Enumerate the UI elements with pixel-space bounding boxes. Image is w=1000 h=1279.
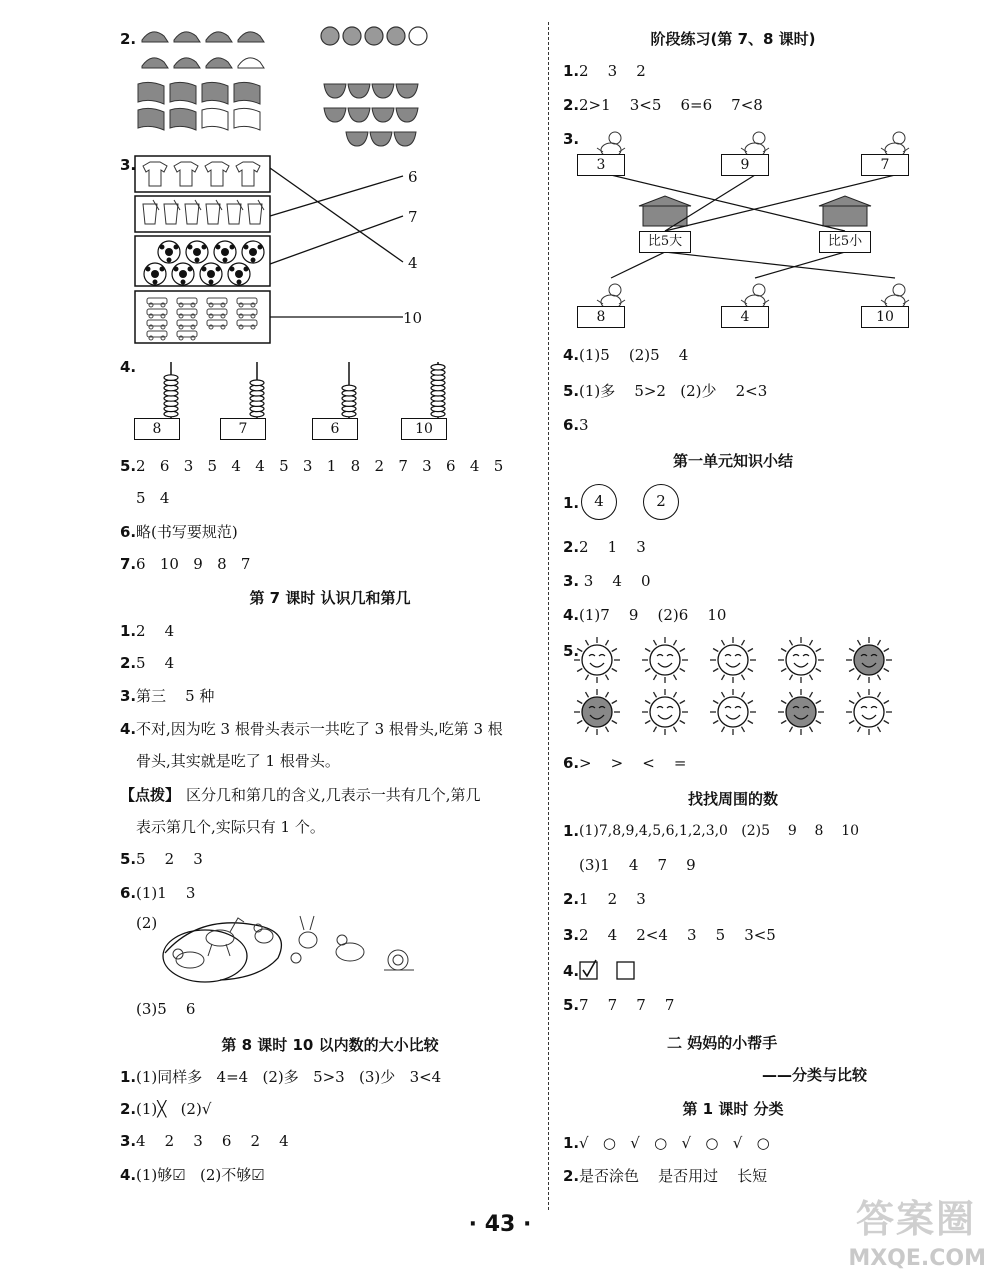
find-q1-line-1: (1)7,8,9,4,5,6,1,2,3,0 (2)5 9 8 10 — [579, 823, 860, 839]
q2-pictures — [138, 26, 438, 141]
abacus-value-4: 10 — [401, 418, 447, 440]
chick-bottom-value-2: 4 — [721, 306, 769, 328]
s-q2-text: 2>1 3<5 6=6 7<8 — [579, 96, 763, 114]
sum-q5-number: 5. — [563, 642, 580, 660]
q6-text: 略(书写要规范) — [136, 523, 238, 541]
find-q5-text: 7 7 7 7 — [579, 996, 675, 1014]
l7-q6-part3: (3)5 6 — [136, 1000, 196, 1018]
q7-text: 6 10 9 8 7 — [136, 555, 251, 573]
l7-q2-number: 2. — [120, 654, 137, 672]
q4-number: 4. — [120, 358, 137, 376]
tiger-icon — [173, 949, 204, 968]
l7-q6-number: 6. — [120, 884, 137, 902]
find-q2-number: 2. — [563, 890, 580, 908]
l8-q3-text: 4 2 3 6 2 4 — [136, 1132, 289, 1150]
find-q3-text: 2 4 2<4 3 5 3<5 — [579, 926, 776, 944]
soccer-ball-icon — [144, 241, 264, 285]
chick-bottom-value-3: 10 — [861, 306, 909, 328]
abacus-value-2: 7 — [220, 418, 266, 440]
lesson7-title: 第 7 课时 认识几和第几 — [249, 589, 411, 607]
sum-q6-text: > > < = — [579, 754, 687, 772]
sun-faces — [575, 638, 905, 738]
find-title: 找找周围的数 — [687, 790, 778, 808]
q5-number: 5. — [120, 457, 137, 475]
house-icon — [639, 196, 871, 226]
l7-q3-number: 3. — [120, 687, 137, 705]
l7-q6-part2: (2) — [136, 914, 158, 932]
l7-q5-text: 5 2 3 — [136, 850, 203, 868]
watermark-logo: 答案圈 — [855, 1197, 976, 1241]
watermark-url: MXQE.COM — [848, 1246, 986, 1271]
sum-q1-number: 1. — [563, 494, 580, 512]
chick-bottom-value-1: 8 — [577, 306, 625, 328]
q3-target-7: 7 — [408, 208, 418, 226]
bowls-icon — [324, 84, 418, 146]
find-q5-number: 5. — [563, 996, 580, 1014]
l8-q4-text: (1)够☑ (2)不够☑ — [136, 1166, 265, 1184]
rabbit-icon — [291, 916, 317, 963]
sum-q2-text: 2 1 3 — [579, 538, 646, 556]
column-divider — [548, 22, 549, 1210]
lesson8-title: 第 8 课时 10 以内数的大小比较 — [221, 1036, 439, 1054]
find-q1-number: 1. — [563, 822, 580, 840]
circles-icon — [321, 27, 427, 45]
s-q5-number: 5. — [563, 382, 580, 400]
house-label-less: 比5小 — [819, 231, 871, 253]
sum-q3-text: 3 4 0 — [579, 572, 651, 590]
chick-top-value-2: 9 — [721, 154, 769, 176]
l8-q4-number: 4. — [120, 1166, 137, 1184]
sum-q3-number: 3. — [563, 572, 580, 590]
chick-top-value-3: 7 — [861, 154, 909, 176]
checked-box-icon — [580, 960, 597, 979]
q3-number: 3. — [120, 156, 137, 174]
house-label-greater: 比5大 — [639, 231, 691, 253]
l7-q1-number: 1. — [120, 622, 137, 640]
s-q2-number: 2. — [563, 96, 580, 114]
sum-q4-number: 4. — [563, 606, 580, 624]
l8-q2-text: (1)╳ (2)√ — [136, 1100, 212, 1118]
l8-q1-number: 1. — [120, 1068, 137, 1086]
u2-q2-number: 2. — [563, 1167, 580, 1185]
q2-number: 2. — [120, 30, 137, 48]
find-q4-number: 4. — [563, 962, 580, 980]
sum-q6-number: 6. — [563, 754, 580, 772]
snail-icon — [384, 950, 414, 970]
tip-line-1: 区分几和第几的含义,几表示一共有几个,第几 — [186, 786, 481, 804]
l7-q5-number: 5. — [120, 850, 137, 868]
car-icon — [147, 298, 257, 340]
l7-q2-text: 5 4 — [136, 654, 175, 672]
l8-q1-text: (1)同样多 4=4 (2)多 5>3 (3)少 3<4 — [136, 1068, 442, 1086]
l7-q6-part1: (1)1 3 — [136, 884, 196, 902]
l7-q4-number: 4. — [120, 720, 137, 738]
q5-line-1: 2 6 3 5 4 4 5 3 1 8 2 7 3 6 4 5 — [136, 457, 504, 475]
circle-answer-2: 2 — [643, 484, 679, 520]
sun-face-icon — [574, 637, 892, 735]
s-q5-text: (1)多 5>2 (2)少 2<3 — [579, 382, 768, 400]
cup-icon — [143, 200, 264, 224]
tip-label: 【点拨】 — [120, 786, 181, 804]
l7-q4-text: 不对,因为吃 3 根骨头表示一共吃了 3 根骨头,吃第 3 根 — [136, 720, 503, 738]
chick-top-value-1: 3 — [577, 154, 625, 176]
page-number-value: 43 — [484, 1212, 516, 1237]
s-q6-text: 3 — [579, 416, 589, 434]
find-q3-number: 3. — [563, 926, 580, 944]
q3-target-10: 10 — [403, 309, 423, 327]
q7-number: 7. — [120, 555, 137, 573]
l8-q2-number: 2. — [120, 1100, 137, 1118]
unit2-title: 二 妈妈的小帮手 — [667, 1034, 778, 1052]
abacus-value-1: 8 — [134, 418, 180, 440]
abacus-value-3: 6 — [312, 418, 358, 440]
find-q1-line-2: (3)1 4 7 9 — [579, 856, 696, 874]
checkbox-pair — [579, 960, 639, 982]
q3-matching — [135, 156, 435, 346]
u2-q1-text: √ ○ √ ○ √ ○ √ ○ — [579, 1134, 770, 1152]
tip-line-2: 表示第几个,实际只有 1 个。 — [136, 818, 325, 836]
turtle-icon — [336, 935, 364, 961]
s-q1-number: 1. — [563, 62, 580, 80]
l8-q3-number: 3. — [120, 1132, 137, 1150]
s-q6-number: 6. — [563, 416, 580, 434]
shirt-icon — [143, 162, 260, 186]
s-q4-number: 4. — [563, 346, 580, 364]
summary-title: 第一单元知识小结 — [672, 452, 793, 470]
animal-group-picture — [160, 908, 430, 988]
sum-q2-number: 2. — [563, 538, 580, 556]
l7-q1-text: 2 4 — [136, 622, 175, 640]
unit2-subtitle: ——分类与比较 — [761, 1066, 867, 1084]
u2-q1-number: 1. — [563, 1134, 580, 1152]
s-q4-text: (1)5 (2)5 4 — [579, 346, 689, 364]
q6-number: 6. — [120, 523, 137, 541]
q5-line-2: 5 4 — [136, 489, 170, 507]
s-q1-text: 2 3 2 — [579, 62, 646, 80]
stage-title: 阶段练习(第 7、8 课时) — [650, 30, 816, 48]
l7-q4-continued: 骨头,其实就是吃了 1 根骨头。 — [136, 752, 340, 770]
find-q2-text: 1 2 3 — [579, 890, 646, 908]
sum-q4-text: (1)7 9 (2)6 10 — [579, 606, 727, 624]
lesson1-title: 第 1 课时 分类 — [682, 1100, 784, 1118]
u2-q2-text: 是否涂色 是否用过 长短 — [579, 1167, 768, 1185]
page-number: · 43 · — [468, 1212, 532, 1237]
q3-target-6: 6 — [408, 168, 418, 186]
flags-icon — [138, 82, 260, 130]
caps-icon — [142, 32, 264, 68]
l7-q3-text: 第三 5 种 — [136, 687, 215, 705]
s-q3-number: 3. — [563, 130, 580, 148]
q3-target-4: 4 — [408, 254, 418, 272]
empty-box-icon — [617, 962, 634, 979]
circle-answer-1: 4 — [581, 484, 617, 520]
